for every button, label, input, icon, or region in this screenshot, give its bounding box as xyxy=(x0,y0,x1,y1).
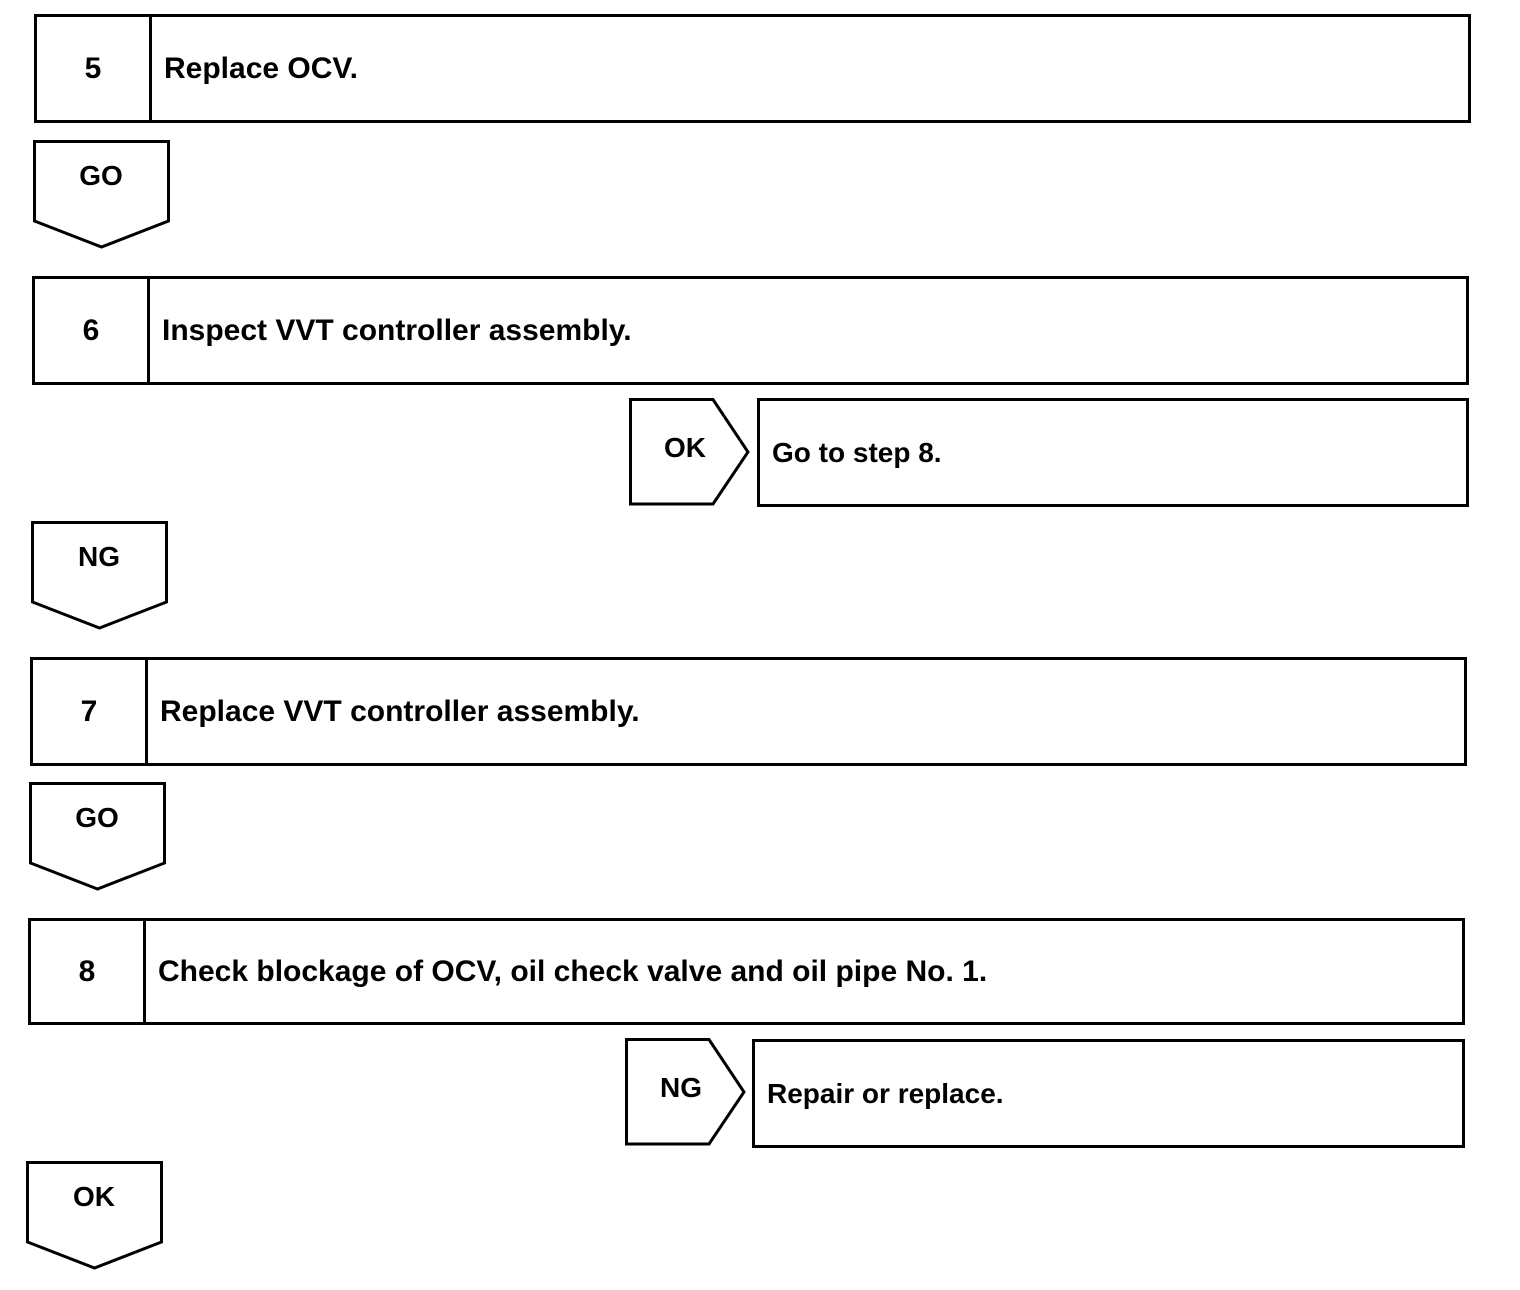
down-arrow-icon xyxy=(33,140,173,252)
ok-right-arrow xyxy=(629,398,753,508)
arrow-label: NG xyxy=(660,1072,702,1103)
step-number: 6 xyxy=(35,279,150,382)
down-arrow-icon xyxy=(29,782,169,894)
go-down-arrow xyxy=(29,782,169,894)
arrow-label: OK xyxy=(664,432,706,463)
arrow-label: GO xyxy=(79,160,123,191)
step-number: 7 xyxy=(33,660,148,763)
step-text: Replace VVT controller assembly. xyxy=(160,694,640,728)
step-5-box xyxy=(34,14,1471,123)
ng-down-arrow xyxy=(31,521,171,633)
step-text: Inspect VVT controller assembly. xyxy=(162,313,632,347)
branch-result-box: Repair or replace. xyxy=(752,1039,1465,1148)
ng-right-arrow xyxy=(625,1038,749,1148)
step-8-box xyxy=(28,918,1465,1025)
arrow-label: NG xyxy=(78,541,120,572)
down-arrow-icon xyxy=(31,521,171,633)
step-7-box xyxy=(30,657,1467,766)
go-down-arrow xyxy=(33,140,173,252)
ok-down-arrow xyxy=(26,1161,166,1273)
branch-result-box: Go to step 8. xyxy=(757,398,1469,507)
step-number: 8 xyxy=(31,921,146,1022)
step-number: 5 xyxy=(37,17,152,120)
arrow-label: OK xyxy=(73,1181,115,1212)
step-6-box xyxy=(32,276,1469,385)
down-arrow-icon xyxy=(26,1161,166,1273)
step-text: Replace OCV. xyxy=(164,51,358,85)
step-text: Check blockage of OCV, oil check valve and oil pipe No. 1. xyxy=(158,954,988,988)
arrow-label: GO xyxy=(75,802,119,833)
